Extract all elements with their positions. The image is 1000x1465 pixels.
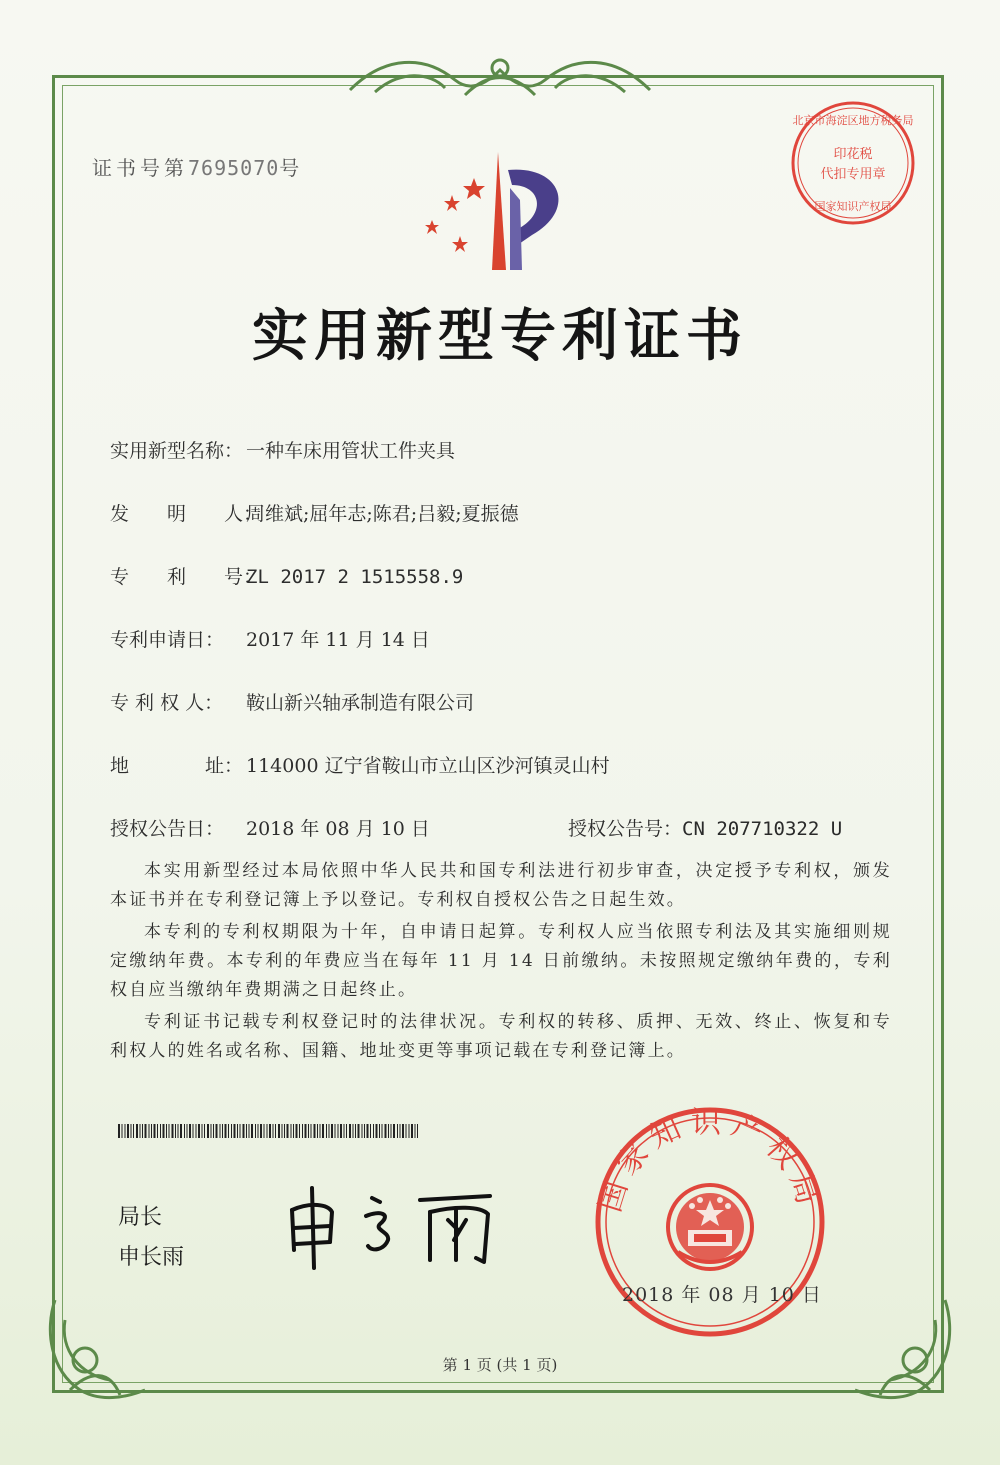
certificate-number — [92, 152, 303, 181]
field-address — [110, 751, 610, 778]
barcode-bar — [237, 1124, 238, 1138]
seal-date: 2018 年 08 月 10 日 — [622, 1284, 822, 1306]
barcode-bar — [198, 1124, 200, 1138]
barcode-bar — [246, 1124, 247, 1138]
barcode-bar — [362, 1124, 363, 1138]
barcode-bar — [364, 1124, 365, 1138]
barcode-bar — [411, 1124, 413, 1138]
svg-text:代扣专用章: 代扣专用章 — [820, 167, 886, 182]
barcode-bar — [216, 1124, 218, 1138]
field-label: 授权公告日： — [110, 818, 225, 840]
field-value: 2018 年 08 月 10 日 — [246, 818, 430, 840]
barcode-bar — [282, 1124, 283, 1138]
top-ornament — [345, 50, 655, 105]
barcode-bar — [127, 1124, 129, 1138]
barcode-bar — [193, 1124, 194, 1138]
barcode-bar — [122, 1124, 123, 1138]
barcode-bar — [125, 1124, 126, 1138]
svg-text:国家知识产权局: 国家知识产权局 — [592, 1105, 828, 1217]
barcode-bar — [358, 1124, 360, 1138]
field-application-date — [110, 625, 430, 652]
tax-stamp-seal — [788, 98, 918, 228]
body-paragraph: 专利证书记载专利权登记时的法律状况。专利权的转移、质押、无效、终止、恢复和专利权人的姓名或名称、国籍、地址变更等事项记载在专利登记簿上。 — [110, 1012, 892, 1061]
barcode-bar — [308, 1124, 309, 1138]
body-paragraph: 本实用新型经过本局依照中华人民共和国专利法进行初步审查，决定授予专利权，颁发本证书并在专利登记簿上予以登记。专利权自授权公告之日起生效。 — [110, 861, 892, 910]
barcode-bar — [317, 1124, 318, 1138]
certificate-number-suffix: 号 — [279, 156, 304, 180]
barcode-bar — [335, 1124, 336, 1138]
field-value: CN 207710322 U — [682, 818, 843, 840]
barcode-bar — [322, 1124, 324, 1138]
barcode-bar — [178, 1124, 179, 1138]
barcode-bar — [180, 1124, 182, 1138]
field-value: 114000 辽宁省鞍山市立山区沙河镇灵山村 — [246, 755, 610, 777]
barcode-bar — [251, 1124, 253, 1138]
field-label: 专利申请日： — [110, 629, 225, 651]
barcode-bar — [293, 1124, 294, 1138]
barcode-bar — [255, 1124, 256, 1138]
barcode-bar — [393, 1124, 395, 1138]
barcode-bar — [172, 1124, 174, 1138]
barcode-bar — [133, 1124, 134, 1138]
barcode-bar — [302, 1124, 303, 1138]
barcode-bar — [207, 1124, 209, 1138]
barcode-bar — [402, 1124, 404, 1138]
barcode-bar — [145, 1124, 147, 1138]
barcode-bar — [385, 1124, 387, 1138]
director-name: 申长雨 — [118, 1245, 185, 1270]
barcode-bar — [157, 1124, 158, 1138]
barcode-bar — [296, 1124, 298, 1138]
barcode-bar — [160, 1124, 161, 1138]
barcode-bar — [175, 1124, 176, 1138]
field-value: 鞍山新兴轴承制造有限公司 — [246, 692, 475, 714]
barcode-bar — [376, 1124, 378, 1138]
barcode-bar — [305, 1124, 307, 1138]
barcode-bar — [344, 1124, 345, 1138]
barcode-bar — [273, 1124, 274, 1138]
barcode-bar — [320, 1124, 321, 1138]
barcode-bar — [326, 1124, 327, 1138]
cnipa-logo-icon — [412, 150, 582, 275]
body-paragraph: 本专利的专利权期限为十年，自申请日起算。专利权人应当依照专利法及其实施细则规定缴纳年费。本专利的年费应当在每年 11 月 14 日前缴纳。未按照规定缴纳年费的，专利权自应当缴纳年费期满之日起终止。 — [110, 922, 892, 1000]
bottom-right-ornament — [840, 1290, 960, 1410]
certificate-number-prefix: 证书号第 — [92, 156, 188, 180]
svg-text:北京市海淀区地方税务局: 北京市海淀区地方税务局 — [792, 114, 914, 127]
barcode-bar — [142, 1124, 143, 1138]
barcode-bar — [249, 1124, 250, 1138]
barcode-bar — [240, 1124, 241, 1138]
director-title: 局长 — [118, 1205, 163, 1230]
barcode-bar — [287, 1124, 289, 1138]
field-patent-holder — [110, 688, 474, 715]
barcode-bar — [187, 1124, 188, 1138]
field-grant-date — [110, 814, 430, 841]
barcode-bar — [258, 1124, 259, 1138]
field-value: ZL 2017 2 1515558.9 — [246, 566, 464, 588]
barcode-bar — [409, 1124, 410, 1138]
barcode — [118, 1124, 418, 1138]
barcode-bar — [131, 1124, 132, 1138]
barcode-bar — [417, 1124, 418, 1138]
barcode-bar — [314, 1124, 316, 1138]
barcode-bar — [291, 1124, 292, 1138]
barcode-bar — [349, 1124, 351, 1138]
barcode-bar — [338, 1124, 339, 1138]
barcode-bar — [163, 1124, 165, 1138]
barcode-bar — [151, 1124, 152, 1138]
barcode-bar — [260, 1124, 262, 1138]
field-utility-model-name — [110, 436, 455, 463]
barcode-bar — [149, 1124, 150, 1138]
barcode-bar — [353, 1124, 354, 1138]
barcode-bar — [388, 1124, 389, 1138]
barcode-bar — [340, 1124, 342, 1138]
barcode-bar — [269, 1124, 271, 1138]
barcode-bar — [166, 1124, 167, 1138]
barcode-bar — [311, 1124, 312, 1138]
field-value: 一种车床用管状工件夹具 — [246, 440, 456, 462]
field-label: 实用新型名称： — [110, 440, 244, 462]
field-value: 2017 年 11 月 14 日 — [246, 629, 430, 651]
barcode-bar — [189, 1124, 191, 1138]
barcode-bar — [225, 1124, 227, 1138]
page-number: 第 1 页 (共 1 页) — [442, 1356, 558, 1374]
field-inventor — [110, 499, 519, 526]
barcode-bar — [184, 1124, 185, 1138]
certificate-title: 实用新型专利证书 — [252, 303, 748, 369]
barcode-bar — [275, 1124, 276, 1138]
barcode-bar — [213, 1124, 214, 1138]
barcode-bar — [355, 1124, 356, 1138]
field-grant-number — [568, 814, 842, 841]
field-label: 地 址： — [110, 755, 244, 777]
barcode-bar — [196, 1124, 197, 1138]
field-value: 周维斌;屈年志;陈君;吕毅;夏振德 — [246, 503, 519, 525]
field-patent-number — [110, 562, 463, 589]
field-label: 专 利 权 人： — [110, 692, 224, 714]
barcode-bar — [329, 1124, 330, 1138]
barcode-bar — [154, 1124, 156, 1138]
barcode-bar — [379, 1124, 380, 1138]
barcode-bar — [220, 1124, 221, 1138]
barcode-bar — [204, 1124, 205, 1138]
svg-text:印花税: 印花税 — [833, 147, 873, 162]
barcode-bar — [228, 1124, 229, 1138]
barcode-bar — [140, 1124, 141, 1138]
barcode-bar — [222, 1124, 223, 1138]
barcode-bar — [136, 1124, 138, 1138]
barcode-bar — [234, 1124, 236, 1138]
barcode-bar — [400, 1124, 401, 1138]
field-label: 授权公告号： — [568, 818, 683, 840]
field-label: 专 利 号： — [110, 566, 263, 588]
barcode-bar — [243, 1124, 245, 1138]
barcode-bar — [415, 1124, 416, 1138]
svg-text:国家知识产权局: 国家知识产权局 — [814, 200, 892, 213]
barcode-bar — [367, 1124, 369, 1138]
barcode-bar — [211, 1124, 212, 1138]
barcode-bar — [373, 1124, 374, 1138]
barcode-bar — [278, 1124, 280, 1138]
barcode-bar — [397, 1124, 398, 1138]
barcode-bar — [382, 1124, 383, 1138]
barcode-bar — [267, 1124, 268, 1138]
barcode-bar — [299, 1124, 300, 1138]
bottom-left-ornament — [40, 1290, 160, 1410]
barcode-bar — [202, 1124, 203, 1138]
barcode-bar — [346, 1124, 347, 1138]
barcode-bar — [264, 1124, 265, 1138]
barcode-bar — [118, 1124, 120, 1138]
barcode-bar — [391, 1124, 392, 1138]
barcode-bar — [406, 1124, 407, 1138]
director-signature — [280, 1180, 510, 1270]
barcode-bar — [370, 1124, 371, 1138]
barcode-bar — [169, 1124, 170, 1138]
barcode-bar — [231, 1124, 232, 1138]
barcode-bar — [284, 1124, 285, 1138]
certificate-number-value: 7695070 — [188, 156, 280, 180]
barcode-bar — [331, 1124, 333, 1138]
field-label: 发 明 人： — [110, 503, 263, 525]
